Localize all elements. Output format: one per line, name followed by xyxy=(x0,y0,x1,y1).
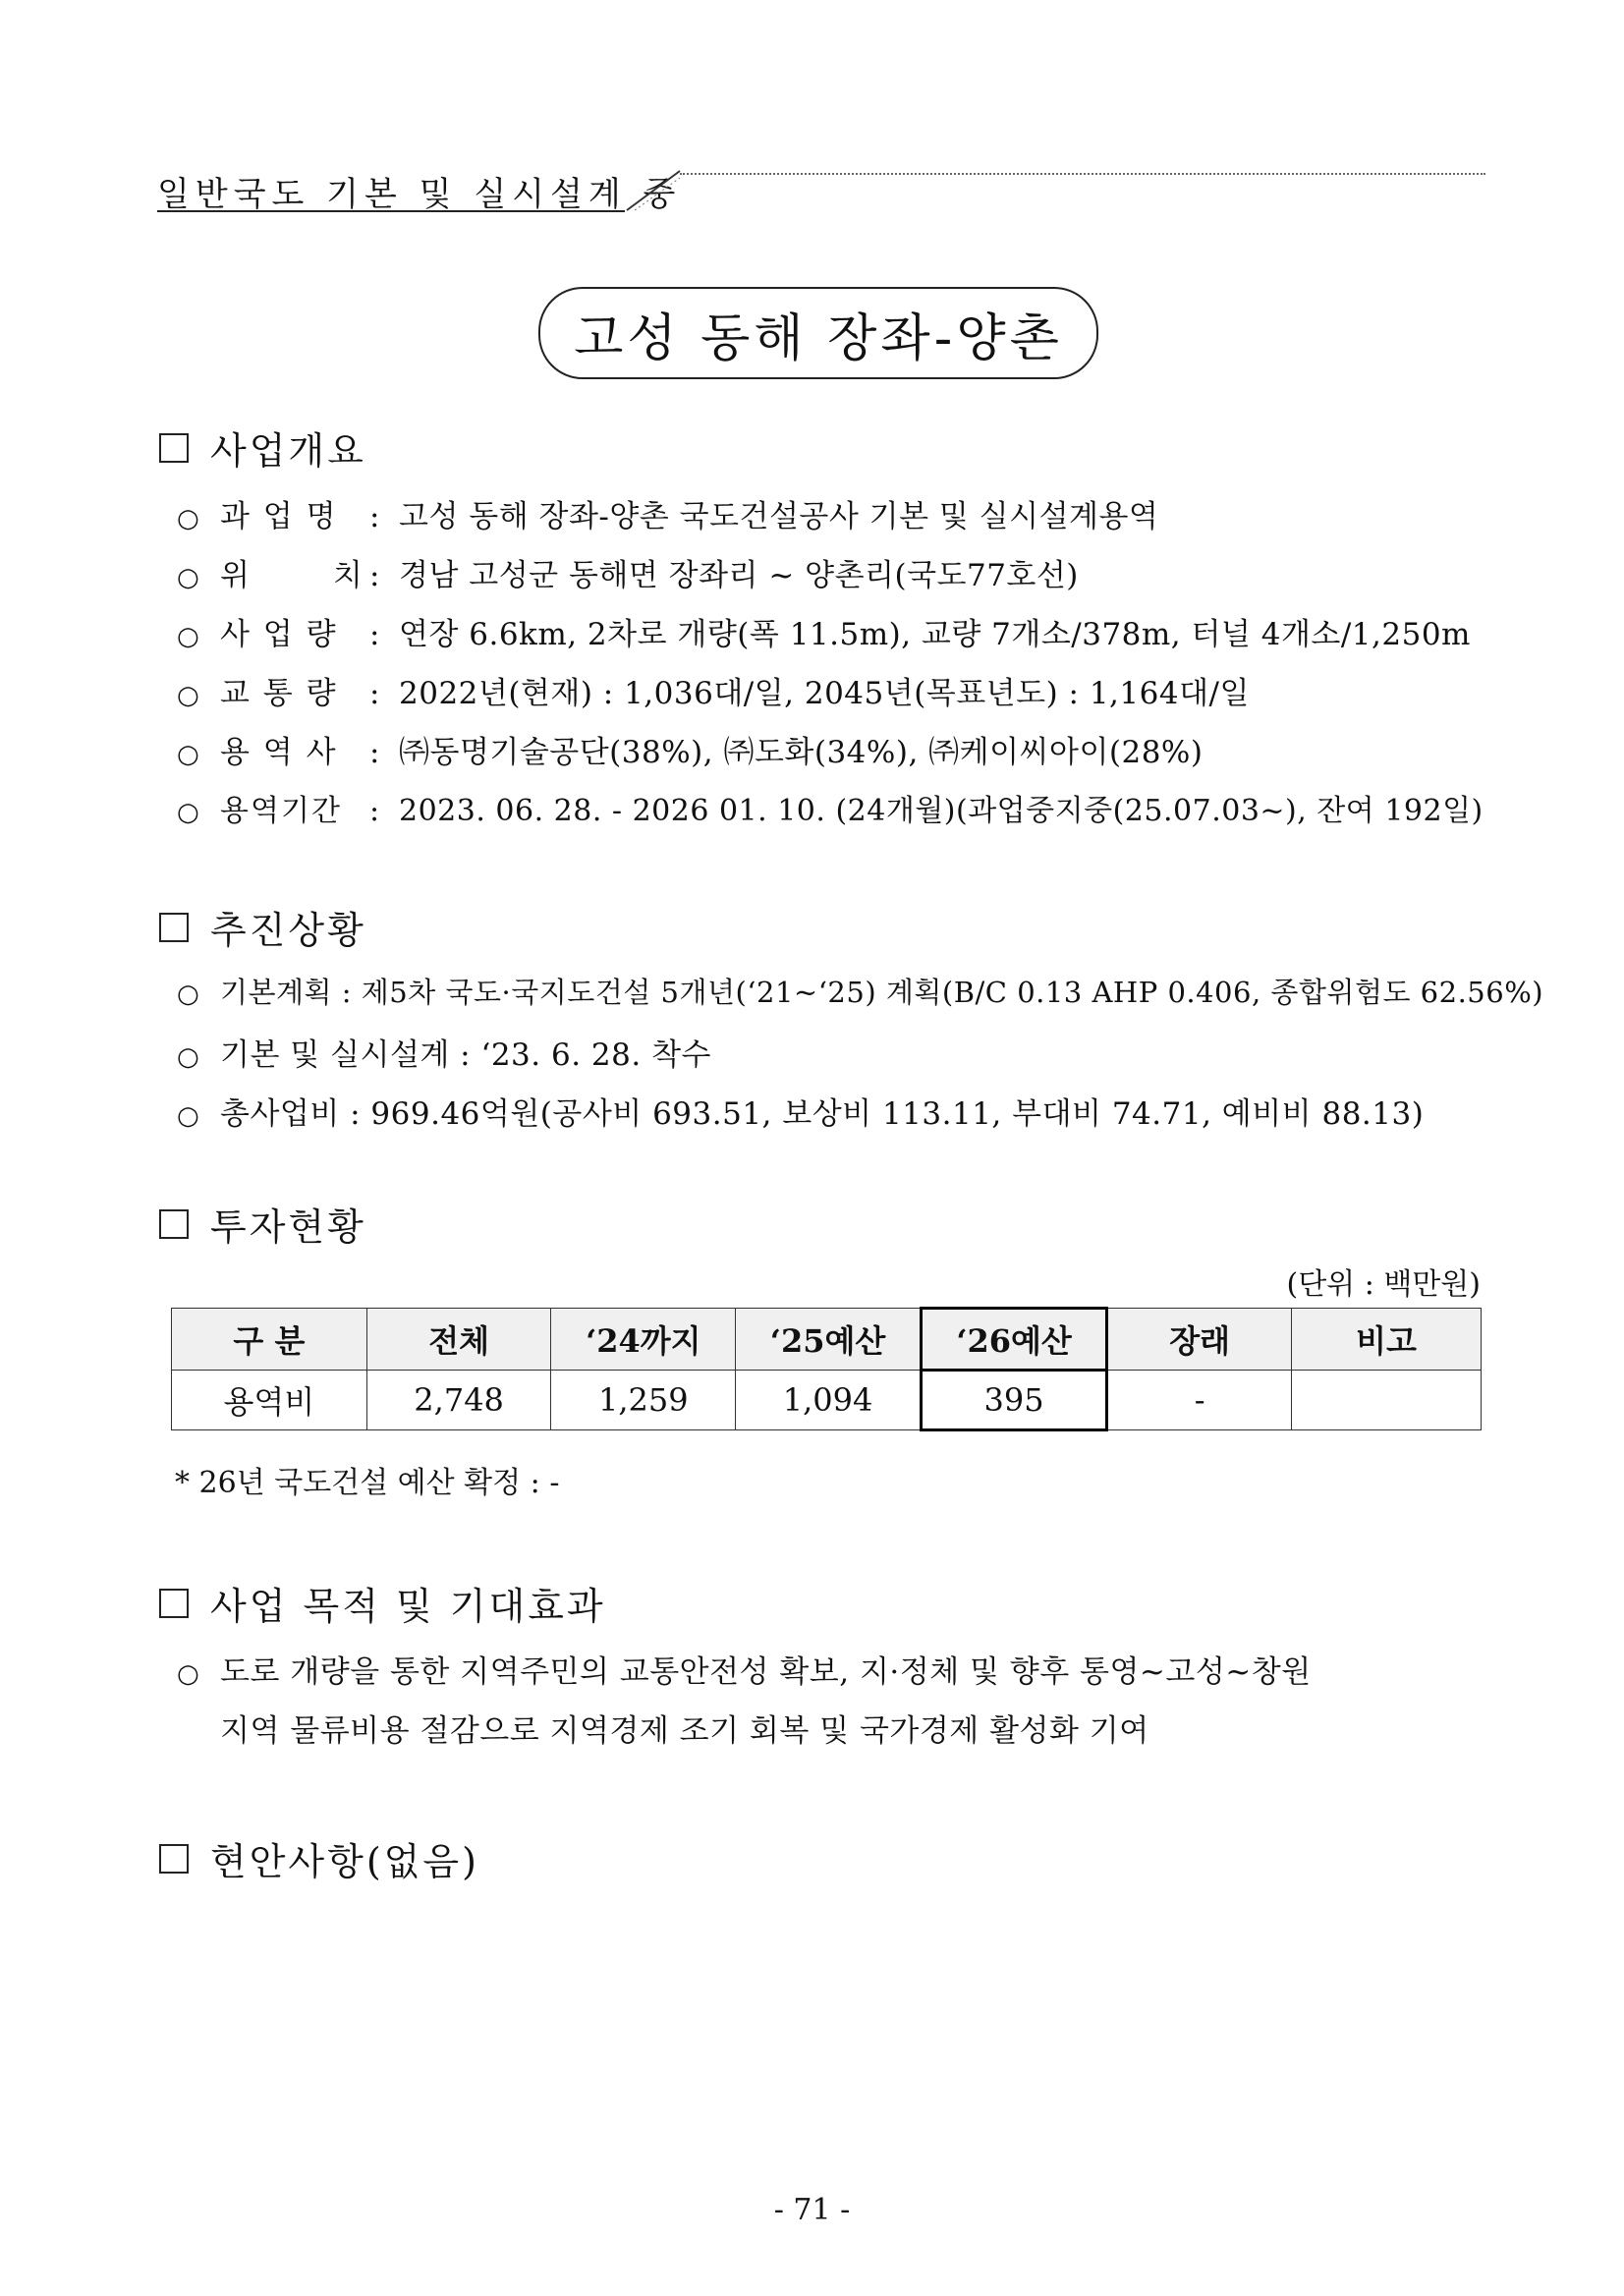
circle-bullet-icon: ○ xyxy=(177,622,199,651)
circle-bullet-icon: ○ xyxy=(177,563,199,592)
item-label: 용 역 사 xyxy=(220,735,338,770)
table-header-cell: 장래 xyxy=(1107,1309,1292,1371)
circle-bullet-icon: ○ xyxy=(177,740,199,769)
table-cell xyxy=(1292,1371,1482,1430)
circle-bullet-icon: ○ xyxy=(177,1042,199,1072)
section-title: 추진상황 xyxy=(210,909,366,952)
item-value: 경남 고성군 동해면 장좌리 ~ 양촌리(국도77호선) xyxy=(399,558,1079,593)
item-label: 사 업 량 xyxy=(220,617,338,652)
budget-note: * 26년 국도건설 예산 확정 : - xyxy=(175,1466,560,1500)
section-purpose-heading xyxy=(159,1576,606,1630)
table-header-cell: ‘24까지 xyxy=(551,1309,736,1371)
progress-item-total-cost xyxy=(177,1089,1424,1133)
header-section-tag: 일반국도 기본 및 실시설계 중 xyxy=(157,175,682,214)
table-row xyxy=(172,1371,1482,1430)
item-value: 2023. 06. 28. - 2026 01. 10. (24개월)(과업중지중(25.07.03~), 잔여 192일) xyxy=(399,794,1484,828)
item-value: 고성 동해 장좌-양촌 국도건설공사 기본 및 실시설계용역 xyxy=(399,499,1159,534)
overview-item-traffic xyxy=(177,668,1250,712)
table-header-cell: 비고 xyxy=(1292,1309,1482,1371)
table-cell: 1,094 xyxy=(736,1371,922,1430)
section-title: 투자현황 xyxy=(210,1205,366,1249)
item-label: 과 업 명 xyxy=(220,499,338,534)
table-header-cell: 전체 xyxy=(366,1309,551,1371)
circle-bullet-icon: ○ xyxy=(177,798,199,827)
item-label: 교 통 량 xyxy=(220,676,338,711)
checkbox-square-icon xyxy=(159,1589,189,1618)
table-header-row xyxy=(172,1309,1482,1371)
colon-separator: : xyxy=(369,617,380,652)
section-investment-heading xyxy=(159,1197,366,1251)
section-title: 사업개요 xyxy=(210,429,366,473)
item-label: 용역기간 xyxy=(220,794,342,828)
header-slash-divider xyxy=(625,169,682,212)
circle-bullet-icon: ○ xyxy=(177,681,199,710)
circle-bullet-icon: ○ xyxy=(177,1659,200,1689)
overview-item-task-name xyxy=(177,491,1158,535)
item-text: 기본 및 실시설계 : ‘23. 6. 28. 착수 xyxy=(220,1037,711,1073)
header-dotted-line xyxy=(680,173,1485,175)
circle-bullet-icon: ○ xyxy=(177,1101,199,1131)
section-overview-heading xyxy=(159,420,366,475)
checkbox-square-icon xyxy=(159,433,189,463)
section-title: 사업 목적 및 기대효과 xyxy=(210,1585,606,1628)
section-progress-heading xyxy=(159,900,366,954)
item-text: 기본계획 : 제5차 국도·국지도건설 5개년(‘21~‘25) 계획(B/C 0.13 AHP 0.406, 종합위험도 62.56%) xyxy=(220,976,1544,1009)
item-label: 위 치 xyxy=(220,558,364,593)
colon-separator: : xyxy=(369,676,380,711)
purpose-line-1: 도로 개량을 통한 지역주민의 교통안전성 확보, 지·정체 및 향후 통영~고성~창원 xyxy=(220,1654,1312,1690)
table-header-cell: ‘25예산 xyxy=(736,1309,922,1371)
table-cell: - xyxy=(1107,1371,1292,1430)
investment-table xyxy=(171,1307,1482,1431)
header-underline xyxy=(157,210,625,212)
table-cell: 1,259 xyxy=(551,1371,736,1430)
table-header-cell: 구 분 xyxy=(172,1309,367,1371)
checkbox-square-icon xyxy=(159,1844,189,1874)
item-value: ㈜동명기술공단(38%), ㈜도화(34%), ㈜케이씨아이(28%) xyxy=(399,735,1204,770)
page-number: - 71 - xyxy=(773,2193,851,2227)
overview-item-contractor xyxy=(177,727,1204,771)
item-text: 총사업비 : 969.46억원(공사비 693.51, 보상비 113.11, 부대비 74.71, 예비비 88.13) xyxy=(220,1096,1425,1132)
overview-item-period xyxy=(177,786,1484,829)
colon-separator: : xyxy=(369,499,380,534)
overview-item-scope xyxy=(177,609,1471,653)
section-issues-heading xyxy=(159,1831,479,1885)
circle-bullet-icon: ○ xyxy=(177,980,199,1009)
table-cell: 2,748 xyxy=(366,1371,551,1430)
table-cell-highlighted: 395 xyxy=(921,1371,1106,1430)
circle-bullet-icon: ○ xyxy=(177,504,199,533)
overview-item-location xyxy=(177,550,1079,594)
purpose-item-continuation xyxy=(220,1706,1149,1750)
table-header-cell-highlighted: ‘26예산 xyxy=(921,1309,1106,1371)
table-cell: 용역비 xyxy=(172,1371,367,1430)
section-title: 현안사항(없음) xyxy=(210,1840,479,1883)
colon-separator: : xyxy=(369,558,380,593)
purpose-item xyxy=(177,1647,1312,1691)
document-title: 고성 동해 장좌-양촌 xyxy=(538,287,1098,379)
item-value: 2022년(현재) : 1,036대/일, 2045년(목표년도) : 1,164대/일 xyxy=(399,676,1250,711)
progress-item-design xyxy=(177,1030,711,1074)
purpose-line-2: 지역 물류비용 절감으로 지역경제 조기 회복 및 국가경제 활성화 기여 xyxy=(220,1713,1149,1749)
colon-separator: : xyxy=(369,735,380,770)
colon-separator: : xyxy=(369,794,380,828)
checkbox-square-icon xyxy=(159,1209,189,1239)
item-value: 연장 6.6km, 2차로 개량(폭 11.5m), 교량 7개소/378m, 터널 4개소/1,250m xyxy=(399,617,1471,652)
unit-note: (단위 : 백만원) xyxy=(1286,1267,1481,1302)
checkbox-square-icon xyxy=(159,913,189,942)
progress-item-basic-plan xyxy=(177,971,1543,1011)
